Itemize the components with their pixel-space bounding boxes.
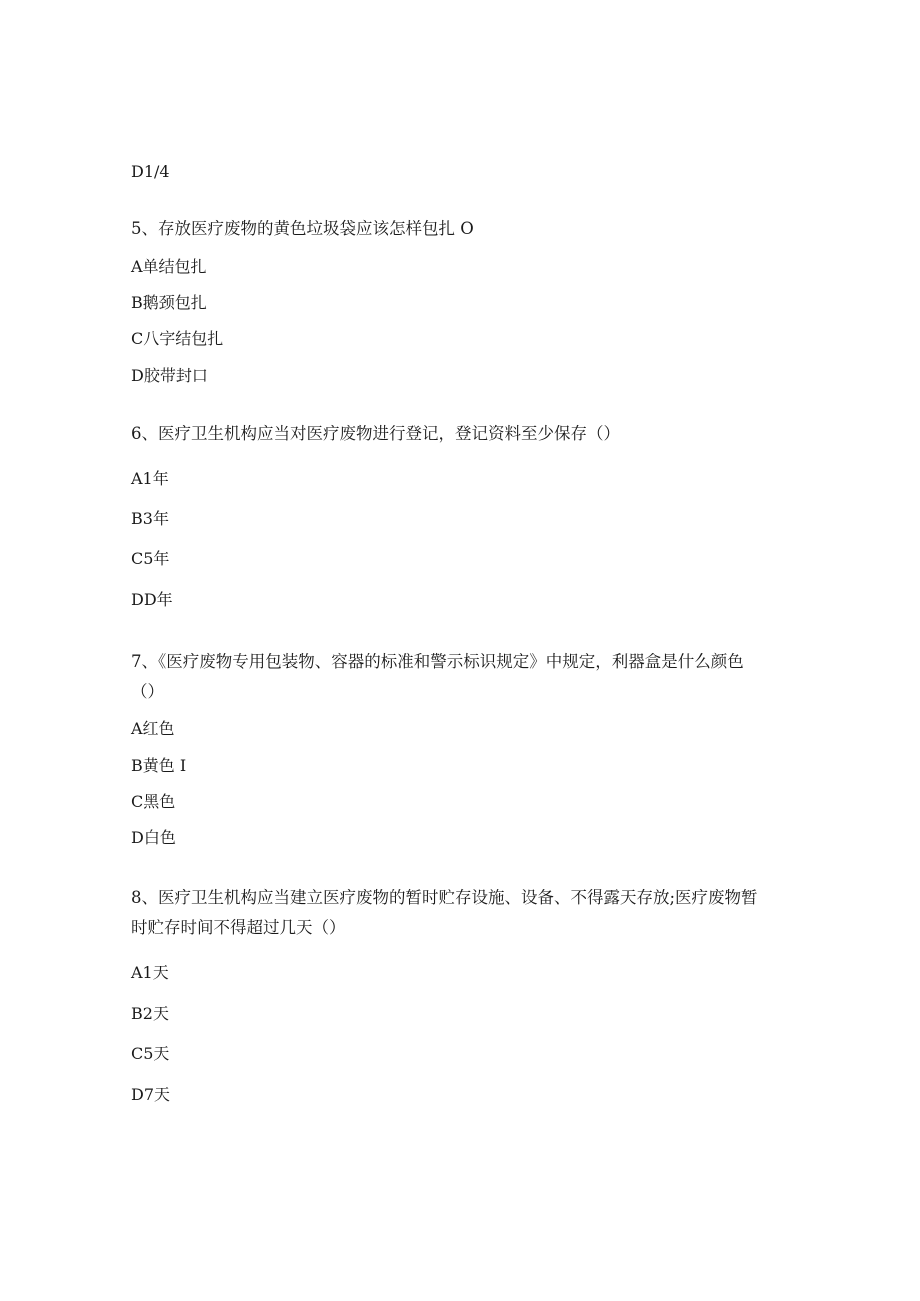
option-6-b: B3年 — [131, 509, 169, 528]
option-8-b: B2天 — [131, 1004, 169, 1023]
option-7-a: A红色 — [131, 719, 175, 738]
option-6-a: A1年 — [131, 469, 169, 488]
option-4-d: D1/4 — [131, 162, 170, 181]
question-6: 6、医疗卫生机构应当对医疗废物进行登记，登记资料至少保存（） — [131, 424, 620, 443]
option-5-d: D胶带封口 — [131, 366, 208, 385]
option-5-a: A单结包扎 — [131, 257, 207, 276]
option-6-c: C5年 — [131, 549, 170, 568]
option-5-b: B鹅颈包扎 — [131, 293, 207, 312]
option-8-a: A1天 — [131, 963, 169, 982]
question-7-line-2: （） — [131, 682, 164, 701]
option-8-d: D7天 — [131, 1085, 171, 1104]
option-7-d: D白色 — [131, 828, 176, 847]
option-8-c: C5天 — [131, 1044, 170, 1063]
question-7-line-1: 7、《医疗废物专用包装物、容器的标准和警示标识规定》中规定，利器盒是什么颜色 — [131, 652, 744, 671]
option-7-b: B黄色 I — [131, 756, 187, 775]
option-7-c: C黑色 — [131, 792, 176, 811]
question-8-line-1: 8、医疗卫生机构应当建立医疗废物的暂时贮存设施、设备、不得露天存放;医疗废物暂 — [131, 888, 758, 907]
option-6-d: DD年 — [131, 590, 173, 609]
option-5-c: C八字结包扎 — [131, 329, 224, 348]
question-8-line-2: 时贮存时间不得超过几天（） — [131, 918, 346, 937]
question-5: 5、存放医疗废物的黄色垃圾袋应该怎样包扎 O — [131, 219, 474, 238]
